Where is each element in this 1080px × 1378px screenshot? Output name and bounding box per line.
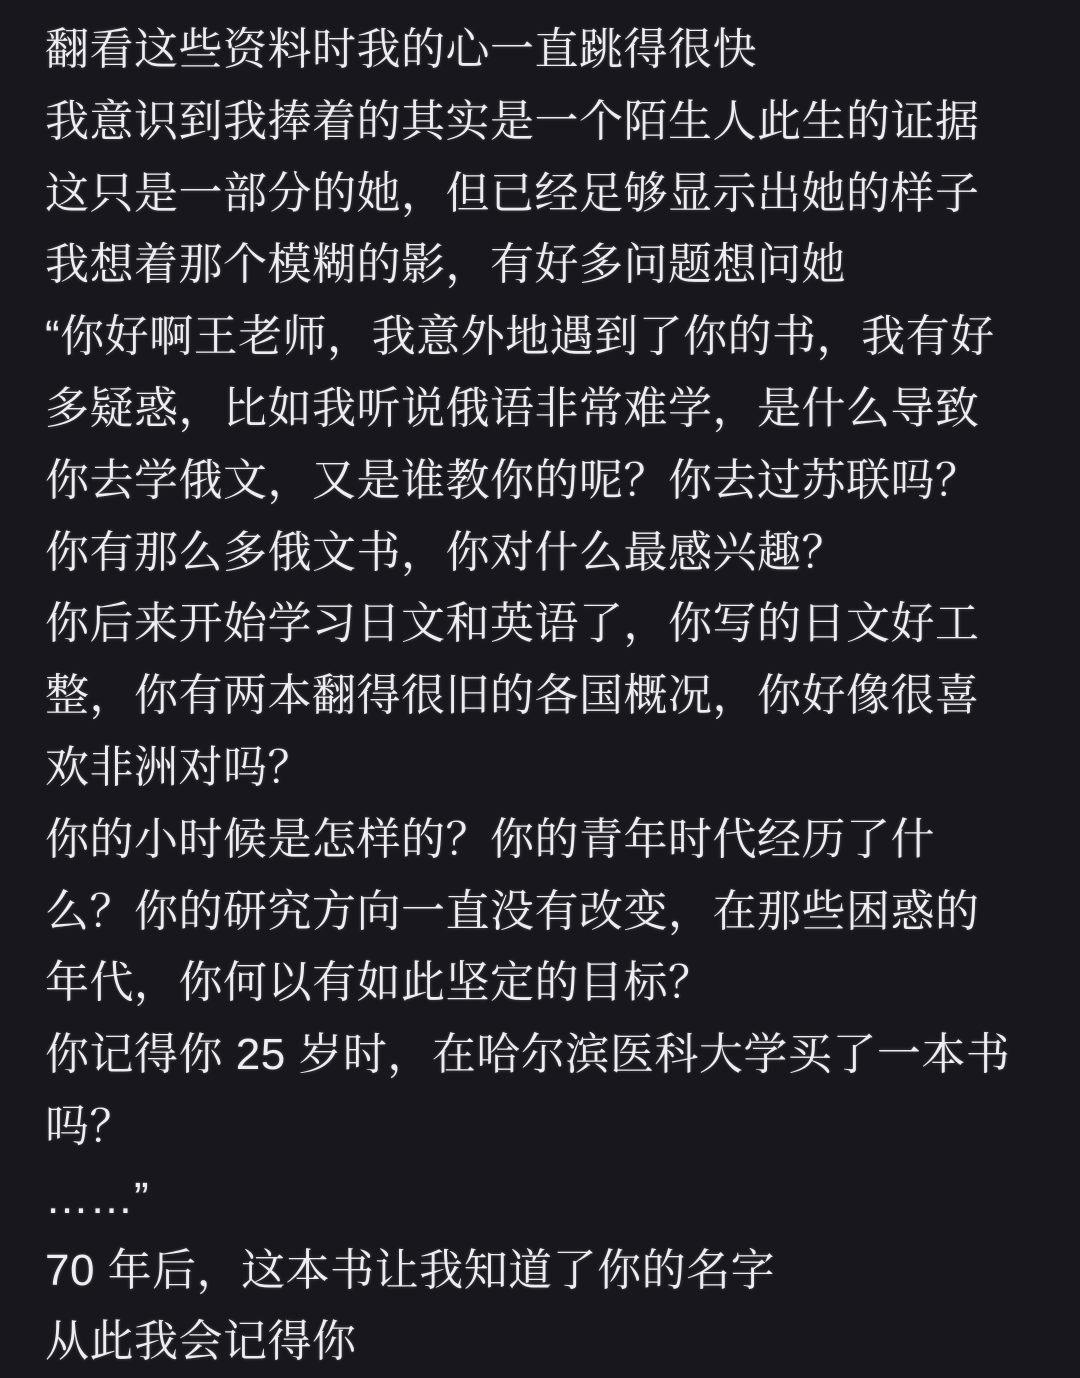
- text-line: 我想着那个模糊的影，有好多问题想问她: [45, 240, 846, 290]
- text-line: ……”: [45, 1173, 150, 1223]
- text-line: 70 年后，这本书让我知道了你的名字: [45, 1245, 776, 1295]
- text-line: 从此我会记得你: [45, 1317, 357, 1367]
- text-line: 你后来开始学习日文和英语了，你写的日文好工: [45, 599, 980, 649]
- text-line: 欢非洲对吗？: [45, 742, 312, 792]
- text-line: 多疑惑，比如我听说俄语非常难学，是什么导致: [45, 383, 980, 433]
- text-line: 么？你的研究方向一直没有改变，在那些困惑的: [45, 886, 980, 936]
- text-line: 你记得你 25 岁时，在哈尔滨医科大学买了一本书: [45, 1030, 1011, 1080]
- text-line: 你的小时候是怎样的？你的青年时代经历了什: [45, 814, 935, 864]
- text-line: “你好啊王老师，我意外地遇到了你的书，我有好: [45, 312, 995, 362]
- text-line: 这只是一部分的她，但已经足够显示出她的样子: [45, 168, 980, 218]
- text-line: 翻看这些资料时我的心一直跳得很快: [45, 25, 757, 74]
- text-line: 年代，你何以有如此坚定的目标？: [45, 958, 713, 1008]
- text-line: 我意识到我捧着的其实是一个陌生人此生的证据: [45, 96, 980, 146]
- text-line: 你去学俄文，又是谁教你的呢？你去过苏联吗？: [45, 455, 980, 505]
- text-line: 吗？: [45, 1101, 134, 1151]
- text-line: 整，你有两本翻得很旧的各国概况，你好像很喜: [45, 671, 980, 721]
- text-line: 你有那么多俄文书，你对什么最感兴趣？: [45, 527, 846, 577]
